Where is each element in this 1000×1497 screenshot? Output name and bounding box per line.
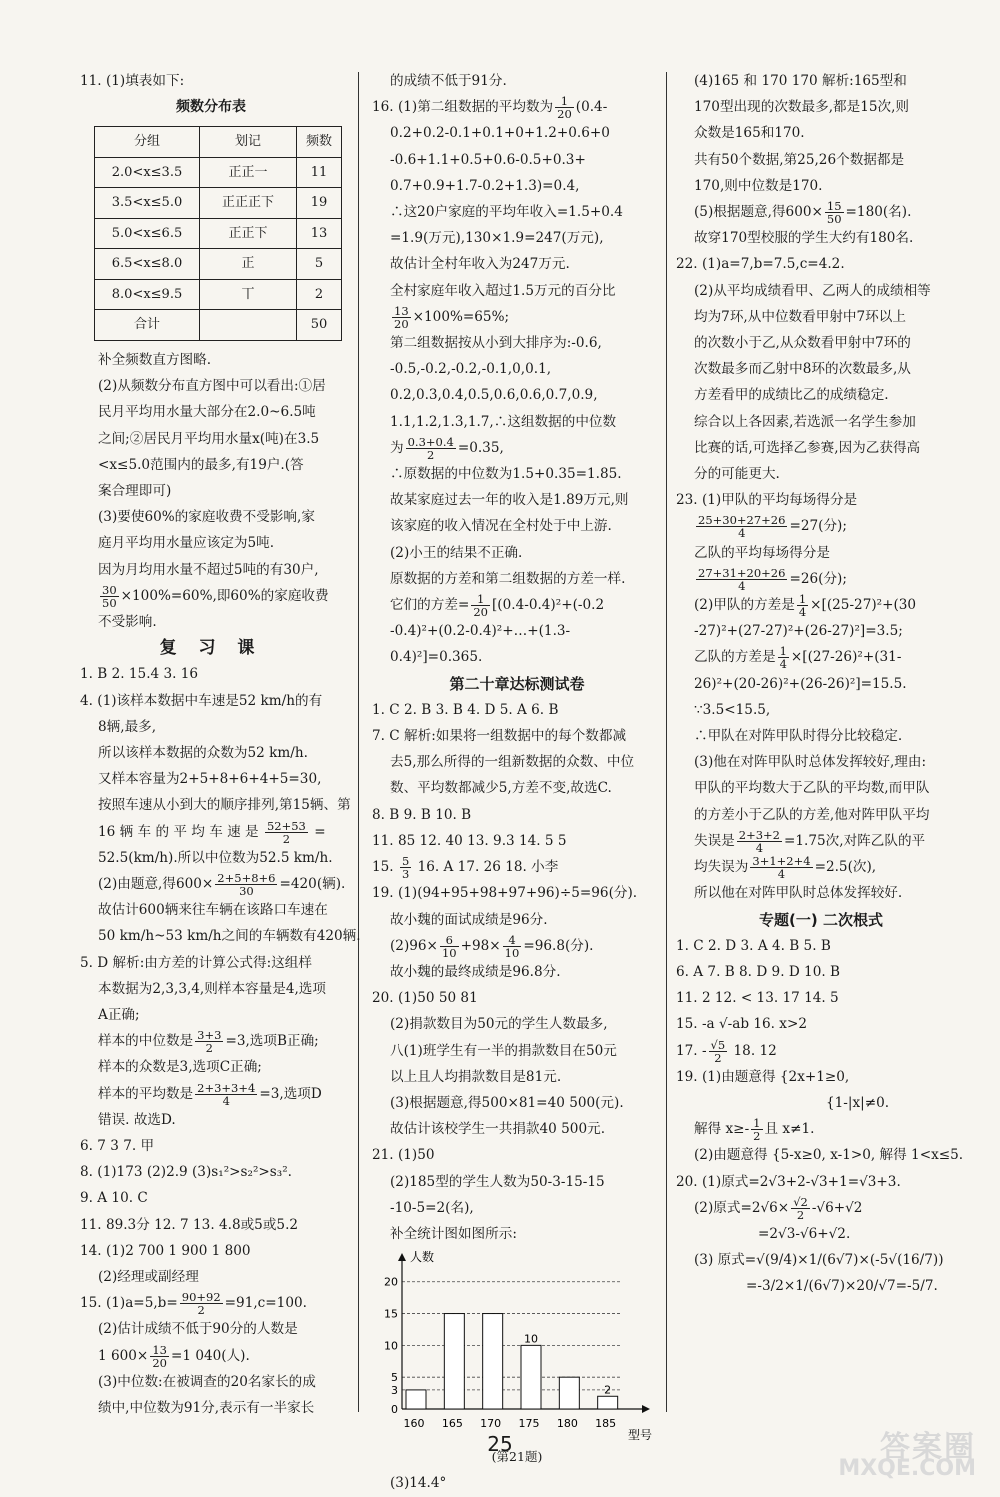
text-line: =27(分);	[789, 518, 847, 535]
table-row	[95, 218, 342, 249]
text-line: (2)由题意,得600×	[98, 875, 214, 892]
table-cell: 6.5<x≤8.0	[95, 249, 200, 280]
table-cell: 5	[297, 249, 342, 280]
text-line: ∵3.5<15.5,	[694, 701, 771, 718]
text-line: ∴原数据的中位数为1.5+0.35=1.85.	[390, 466, 622, 483]
text-line: 6. 7 3 7. 甲	[80, 1138, 155, 1154]
text-line: (2)原式=2√6×	[694, 1199, 790, 1216]
text-line: (4)165 和 170 170 解析:165型和	[694, 73, 907, 89]
text-line: 该家庭的收入情况在全村处于中上游.	[390, 518, 612, 535]
text-line: 失误是	[694, 832, 735, 849]
section-title-review: 复 习 课	[159, 638, 263, 659]
text-line: (3)中位数:在被调查的20名家长的成	[98, 1373, 316, 1390]
origin-label: 0	[391, 1403, 398, 1417]
text-line: 庭月平均用水量应该定为5吨.	[98, 535, 275, 552]
text-line: 17. -	[676, 1042, 707, 1059]
text-line: 20. (1)原式=2√3+2-√3+1=√3+3.	[676, 1173, 901, 1190]
text-line: A正确;	[98, 1006, 140, 1023]
table-cell: 频数	[297, 127, 342, 158]
x-tick-label: 180	[556, 1417, 578, 1431]
text-line: 23. (1)甲队的平均每场得分是	[676, 492, 858, 509]
text-line: (3)要使60%的家庭收费不受影响,家	[98, 509, 315, 526]
text-line: 22. (1)a=7,b=7.5,c=4.2.	[676, 256, 845, 273]
data-label: 10	[524, 1332, 538, 1346]
table-cell: 正正下	[200, 218, 297, 249]
table-row	[95, 157, 342, 188]
text-line: 乙队的方差是	[694, 649, 776, 666]
text-line: 15. -a √-ab 16. x>2	[676, 1016, 807, 1033]
text-line: 本数据为2,3,3,4,则样本容量是4,选项	[98, 980, 326, 997]
text-line: 5. D 解析:由方差的计算公式得:这组样	[80, 954, 312, 971]
watermark: 答案圈	[880, 1430, 976, 1465]
text-line: 1 600×	[98, 1347, 149, 1364]
watermark: MXQE.COM	[838, 1456, 976, 1481]
column-2: 的成绩不低于91分. 16. (1)第二组数据的平均数为 $\frac{1}{20}$ (0.4- 0.2+0.2-0.1+0.1+0+1.2+0.6+0 -0.6+1.1+0.5+0.6-0.5+0.3+ 0.7+0.9+1.7-0.2+1.3)=0.4, ∴这20户家庭的平均年收入=1.5+0.4 =1.9(万元),130×1.9=247(万元), 故估计全村年收入为247万元. 全村家庭年收入超过1.5万元的百分比 $\frac{13}{20}$ ×100%=65%; 第二组数据按从小到大排序为:-0.6, -0.5,-0.2,-0.2,-0.1,0,0.1, 0.2,0.3,0.4,0.5,0.6,0.6,0.7,0.9, 1.1,1.2,1.3,1.7,∴这组数据的中位数 为 $\frac{0.3+0.4}{2}$ =0.35, ∴原数据的中位数为1.5+0.35=1.85. 故某家庭过去一年的收入是1.89万元,则 该家庭的收入情况在全村处于中上游. (2)小王的结果不正确. 原数据的方差和第二组数据的方差一样. 它们的方差= $\frac{1}{20}$ [(0.4-0.4)²+(-0.2 -0.4)²+(0.2-0.4)²+…+(1.3- 0.4)²]=0.365. 第二十章达标测试卷 1. C 2. B 3. B 4. D 5. A 6. B 7. C 解析:如果将一组数据中的每个数都减 去5,那么所得的一组新数据的众数、中位 数、平均数都减少5,方差不变,故选C. 8. B 9. B 10. B 11. 85 12. 40 13. 9.3 14. 5 5 15. $\frac{5}{3}$ 16. A 17. 26 18. 小李 19. (1)(94+95+98+97+96)÷5=96(分). 故小魏的面试成绩是96分. (2)96× $\frac{6}{10}$ +98× $\frac{4}{10}$ =96.8(分). 故小魏的最终成绩是96.8分. 20. (1)50 50 81 (2)捐款数目为50元的学生人数最多, 八(1)班学生有一半的捐款数目在50元 以上且人均捐款数目是81元. (3)根据题意,得500×81=40 500(元). 故估计该校学生一共捐款40 500元. 21. (1)50 (2)185型的学生人数为50-3-15-15 -10-5=2(名), 补全统计图如图所示: 3 5 10 15 20 人数 型号 0 160 165 170 175 10 180 185 2 (第21题) (3)14.4°	[372, 68, 662, 1497]
text-line: -10-5=2(名),	[390, 1199, 474, 1216]
text-line: 19. (1)由题意得 {2x+1≥0,	[676, 1068, 850, 1085]
table-title: 频数分布表	[176, 99, 246, 116]
text-line: (2)从平均成绩看甲、乙两人的成绩相等	[694, 282, 931, 299]
table-row	[95, 127, 342, 158]
table-cell: 11	[297, 157, 342, 188]
text-line: 分的可能更大.	[694, 466, 780, 483]
text-line: (2)96×	[390, 937, 438, 954]
text-line: 故估计全村年收入为247万元.	[390, 256, 570, 273]
text-line: 1. B 2. 15.4 3. 16	[80, 666, 199, 683]
bar	[521, 1346, 541, 1410]
text-line: 故小魏的最终成绩是96.8分.	[390, 963, 561, 980]
text-line: 乙队的平均每场得分是	[694, 544, 830, 561]
table-cell: 合计	[95, 310, 200, 341]
table-cell: 50	[297, 310, 342, 341]
text-line: 的方差小于乙队的方差,他对阵甲队平均	[694, 806, 930, 823]
text-line: 11. 2 12. < 13. 17 14. 5	[676, 990, 839, 1007]
text-line: 均失误为	[694, 859, 749, 876]
text-line: 故小魏的面试成绩是96分.	[390, 911, 548, 928]
text-line: 的成绩不低于91分.	[390, 73, 507, 89]
text-line: 原数据的方差和第二组数据的方差一样.	[390, 570, 626, 587]
text-line: 0.7+0.9+1.7-0.2+1.3)=0.4,	[390, 177, 580, 194]
table-cell: 19	[297, 188, 342, 219]
bar	[598, 1396, 618, 1409]
text-line: 0.2,0.3,0.4,0.5,0.6,0.6,0.7,0.9,	[390, 387, 598, 404]
text-line: 16 辆 车 的 平 均 车 速 是	[98, 823, 259, 840]
text-line: =26(分);	[789, 570, 847, 587]
text-line: 绩中,中位数为91分,表示有一半家长	[98, 1400, 315, 1417]
column-3: (4)165 和 170 170 解析:165型和 170型出现的次数最多,都是15次,则 众数是165和170. 共有50个数据,第25,26个数据都是 170,则中位数是170. (5)根据题意,得600× $\frac{15}{50}$ =180(名). 故穿170型校服的学生大约有180名. 22. (1)a=7,b=7.5,c=4.2. (2)从平均成绩看甲、乙两人的成绩相等 均为7环,从中位数看甲射中7环以上 的次数小于乙,从众数看甲射中7环的 次数最多而乙射中8环的次数最多,从 方差看甲的成绩比乙的成绩稳定. 综合以上各因素,若选派一名学生参加 比赛的话,可选择乙参赛,因为乙获得高 分的可能更大. 23. (1)甲队的平均每场得分是 $\frac{25+30+27+26}{4}$ =27(分); 乙队的平均每场得分是 $\frac{27+31+20+26}{4}$ =26(分); (2)甲队的方差是 $\frac{1}{4}$ ×[(25-27)²+(30 -27)²+(27-27)²+(26-27)²]=3.5; 乙队的方差是 $\frac{1}{4}$ ×[(27-26)²+(31- 26)²+(20-26)²+(26-26)²]=15.5. ∵3.5<15.5, ∴甲队在对阵甲队时得分比较稳定. (3)他在对阵甲队时总体发挥较好,理由: 甲队的平均数大于乙队的平均数,而甲队 的方差小于乙队的方差,他对阵甲队平均 失误是 $\frac{2+3+2}{4}$ =1.75次,对阵乙队的平 均失误为 $\frac{3+1+2+4}{4}$ =2.5(次), 所以他在对阵甲队时总体发挥较好. 专题(一) 二次根式 1. C 2. D 3. A 4. B 5. B 6. A 7. B 8. D 9. D 10. B 11. 2 12. < 13. 17 14. 5 15. -a √-ab 16. x>2 17. - $\frac{√5}{2}$ 18. 12 19. (1)由题意得 {2x+1≥0, {1-|x|≠0. 解得 x≥- $\frac{1}{2}$ 且 x≠1. (2)由题意得 {5-x≥0, x-1>0, 解得 1<x≤5. 20. (1)原式=2√3+2-√3+1=√3+3. (2)原式=2√6× $\frac{√2}{2}$ -√6+√2 =2√3-√6+√2. (3) 原式=√(9/4)×1/(6√7)×(-5√(16/7)) =-3/2×1/(6√7)×20/√7=-5/7.	[676, 68, 966, 1300]
text-line: 补全统计图如图所示:	[390, 1225, 517, 1242]
table-cell: 5.0<x≤6.5	[95, 218, 200, 249]
column-1: 11. (1)填表如下: 频数分布表 分组 划记 频数 2.0<x≤3.5 正正一 11 3.5<x≤5.0 正正正下 19 5.0<x≤6.5 正正下 13 6.5<x≤8.0 正 5 8.0<x≤9.5 丅 2 合计 50 补全频数直方图略. (2)从频数分布直方图中可以看出:①居 民月平均用水量大部分在2.0~6.5吨 之间;②居民月平均用水量x(吨)在3.5 <x≤5.0范围内的最多,有19户.(答 案合理即可) (3)要使60%的家庭收费不受影响,家 庭月平均用水量应该定为5吨. 因为月均用水量不超过5吨的有30户, $\frac{30}{50}$ ×100%=60%,即60%的家庭收费 不受影响. 复 习 课 1. B 2. 15.4 3. 16 4. (1)该样本数据中车速是52 km/h的有 8辆,最多, 所以该样本数据的众数为52 km/h. 又样本容量为2+5+8+6+4+5=30, 按照车速从小到大的顺序排列,第15辆、第 16 辆 车 的 平 均 车 速 是 $\frac{52+53}{2}$ = 52.5(km/h).所以中位数为52.5 km/h. (2)由题意,得600× $\frac{2+5+8+6}{30}$ =420(辆). 故估计600辆来往车辆在该路口车速在 50 km/h~53 km/h之间的车辆数有420辆. 5. D 解析:由方差的计算公式得:这组样 本数据为2,3,3,4,则样本容量是4,选项 A正确; 样本的中位数是 $\frac{3+3}{2}$ =3,选项B正确; 样本的众数是3,选项C正确; 样本的平均数是 $\frac{2+3+3+4}{4}$ =3,选项D 错误. 故选D. 6. 7 3 7. 甲 8. (1)173 (2)2.9 (3)s₁²>s₂²>s₃². 9. A 10. C 11. 89.3分 12. 7 13. 4.8或5或5.2 14. (1)2 700 1 900 1 800 (2)经理或副经理 15. (1)a=5,b= $\frac{90+92}{2}$ =91,c=100. (2)估计成绩不低于90分的人数是 1 600× $\frac{13}{20}$ =1 040(人). (3)中位数:在被调查的20名家长的成 绩中,中位数为91分,表示有一半家长	[80, 68, 342, 1421]
x-axis-arrow	[642, 1405, 650, 1413]
table-cell: 正正一	[200, 157, 297, 188]
text-line: ×100%=65%;	[412, 308, 510, 325]
text-line: 样本的平均数是	[98, 1085, 194, 1102]
text-line: =2√3-√6+√2.	[758, 1225, 851, 1242]
table-cell: 分组	[95, 127, 200, 158]
page-number: 25	[487, 1432, 513, 1456]
text-line: 均为7环,从中位数看甲射中7环以上	[694, 308, 906, 325]
text-line: 综合以上各因素,若选派一名学生参加	[694, 413, 916, 430]
text-line: 0.4)²]=0.365.	[390, 649, 483, 666]
text-line: 8. B 9. B 10. B	[372, 806, 472, 823]
text-line: 它们的方差=	[390, 597, 470, 614]
text-line: (2)185型的学生人数为50-3-15-15	[390, 1173, 605, 1190]
text-line: 次数最多而乙射中8环的次数最多,从	[694, 361, 911, 378]
x-tick-label: 160	[403, 1417, 425, 1431]
text-line: 4. (1)该样本数据中车速是52 km/h的有	[80, 692, 323, 709]
table-row	[95, 249, 342, 280]
text-line: ∴甲队在对阵甲队时得分比较稳定.	[694, 728, 903, 745]
text-line: 错误. 故选D.	[98, 1111, 176, 1128]
text-line: <x≤5.0范围内的最多,有19户.(答	[98, 456, 304, 473]
y-axis-arrow	[398, 1253, 406, 1261]
text-line: 52.5(km/h).所以中位数为52.5 km/h.	[98, 849, 333, 866]
section-title-topic: 专题(一) 二次根式	[759, 910, 883, 929]
text-line: (3)根据题意,得500×81=40 500(元).	[390, 1094, 624, 1111]
column-divider	[666, 72, 667, 1412]
text-line: 去5,那么所得的一组新数据的众数、中位	[390, 754, 635, 771]
chart-caption: (第21题)	[491, 1449, 543, 1465]
text-line: 八(1)班学生有一半的捐款数目在50元	[390, 1042, 617, 1059]
text-line: (5)根据题意,得600×	[694, 204, 823, 221]
text-line: 故穿170型校服的学生大约有180名.	[694, 230, 914, 247]
text-line: (2)由题意得 {5-x≥0, x-1>0, 解得 1<x≤5.	[694, 1147, 964, 1164]
table-cell: 3.5<x≤5.0	[95, 188, 200, 219]
table-cell: 正	[200, 249, 297, 280]
text-line: 7. C 解析:如果将一组数据中的每个数都减	[372, 728, 627, 745]
text-line: 按照车速从小到大的顺序排列,第15辆、第	[98, 797, 351, 814]
text-line: -0.5,-0.2,-0.2,-0.1,0,0.1,	[390, 361, 552, 378]
text-line: 所以该样本数据的众数为52 km/h.	[98, 744, 308, 761]
x-tick-label: 170	[480, 1417, 502, 1431]
text-line: 数、平均数都减少5,方差不变,故选C.	[390, 780, 612, 797]
text-line: 0.2+0.2-0.1+0.1+0+1.2+0.6+0	[390, 125, 610, 142]
text-line: 解得 x≥-	[694, 1121, 750, 1138]
text-line: (2)从频数分布直方图中可以看出:①居	[98, 378, 326, 395]
bar-chart	[372, 1249, 652, 1444]
text-line: =1.9(万元),130×1.9=247(万元),	[390, 230, 604, 247]
text-line: 补全频数直方图略.	[98, 351, 212, 368]
text-line: 比赛的话,可选择乙参赛,因为乙获得高	[694, 439, 921, 456]
bar	[559, 1377, 579, 1409]
text-line: 19. (1)(94+95+98+97+96)÷5=96(分).	[372, 885, 638, 902]
text-line: 为	[390, 439, 404, 456]
x-tick-label: 185	[595, 1417, 617, 1431]
y-tick-label: 20	[384, 1275, 398, 1289]
text-line: 第二组数据按从小到大排序为:-0.6,	[390, 335, 602, 352]
text-line: 26)²+(20-26)²+(26-26)²]=15.5.	[694, 675, 907, 692]
text-line: 11. 85 12. 40 13. 9.3 14. 5 5	[372, 832, 567, 849]
text-line: 方差看甲的成绩比乙的成绩稳定.	[694, 387, 889, 404]
text-line: 50 km/h~53 km/h之间的车辆数有420辆.	[98, 928, 361, 945]
text-line: =-3/2×1/(6√7)×20/√7=-5/7.	[746, 1278, 938, 1295]
text-line: 170,则中位数是170.	[694, 177, 823, 194]
text-line: 样本的众数是3,选项C正确;	[98, 1059, 262, 1076]
text-line: 共有50个数据,第25,26个数据都是	[694, 151, 905, 168]
text-line: 8. (1)173 (2)2.9 (3)s₁²>s₂²>s₃².	[80, 1164, 292, 1181]
text-line: 1. C 2. B 3. B 4. D 5. A 6. B	[372, 701, 559, 718]
text-line: 15. (1)a=5,b=	[80, 1295, 178, 1312]
text-line: (2)甲队的方差是	[694, 597, 795, 614]
text-line: 16. (1)第二组数据的平均数为	[372, 99, 554, 116]
table-cell	[200, 310, 297, 341]
y-tick-label: 3	[391, 1384, 398, 1398]
text-line: ∴这20户家庭的平均年收入=1.5+0.4	[390, 204, 623, 221]
table-row	[95, 310, 342, 341]
text-line: (2)估计成绩不低于90分的人数是	[98, 1321, 298, 1338]
text-line: 14. (1)2 700 1 900 1 800	[80, 1242, 251, 1259]
text-line: -0.6+1.1+0.5+0.6-0.5+0.3+	[390, 151, 586, 168]
table-row	[95, 279, 342, 310]
table-cell: 2.0<x≤3.5	[95, 157, 200, 188]
text-line: 170型出现的次数最多,都是15次,则	[694, 99, 910, 116]
text-line: (3)他在对阵甲队时总体发挥较好,理由:	[694, 754, 927, 771]
text-line: 故某家庭过去一年的收入是1.89万元,则	[390, 492, 629, 509]
text-line: 不受影响.	[98, 613, 157, 630]
text-line: 甲队的平均数大于乙队的平均数,而甲队	[694, 780, 930, 797]
y-tick-label: 10	[384, 1339, 398, 1353]
fraction: $\frac{30}{50}$	[102, 582, 117, 610]
text-line: 15.	[372, 859, 394, 876]
y-axis-label: 人数	[410, 1250, 435, 1265]
text-line: (3) 原式=√(9/4)×1/(6√7)×(-5√(16/7))	[694, 1252, 944, 1269]
table-cell: 8.0<x≤9.5	[95, 279, 200, 310]
text-line: 案合理即可)	[98, 482, 172, 499]
y-tick-label: 15	[384, 1307, 398, 1321]
table-cell: 2	[297, 279, 342, 310]
frequency-table	[94, 126, 342, 341]
text-line: 6. A 7. B 8. D 9. D 10. B	[676, 963, 840, 980]
table-cell: 划记	[200, 127, 297, 158]
text-line: (2)经理或副经理	[98, 1269, 199, 1286]
text-line: -0.4)²+(0.2-0.4)²+…+(1.3-	[390, 623, 571, 640]
text-line: 故估计600辆来往车辆在该路口车速在	[98, 902, 328, 919]
bar-chart-svg	[372, 1249, 652, 1444]
text-line: 之间;②居民月平均用水量x(吨)在3.5	[98, 430, 320, 447]
text-line: 又样本容量为2+5+8+6+4+5=30,	[98, 771, 322, 788]
bar	[406, 1390, 426, 1409]
x-tick-label: 175	[518, 1417, 540, 1431]
text-line: 9. A 10. C	[80, 1190, 148, 1207]
text-line: ×100%=60%,即60%的家庭收费	[120, 587, 329, 604]
text-line: 8辆,最多,	[98, 718, 157, 735]
q11-intro: 11. (1)填表如下:	[80, 73, 185, 89]
text-line: 全村家庭年收入超过1.5万元的百分比	[390, 282, 616, 299]
x-tick-label: 165	[441, 1417, 463, 1431]
text-line: 因为月均用水量不超过5吨的有30户,	[98, 561, 319, 578]
table-cell: 正正正下	[200, 188, 297, 219]
text-line: 的次数小于乙,从众数看甲射中7环的	[694, 335, 911, 352]
text-line: -27)²+(27-27)²+(26-27)²]=3.5;	[694, 623, 903, 640]
text-line: 1. C 2. D 3. A 4. B 5. B	[676, 937, 831, 954]
text-line: 样本的中位数是	[98, 1033, 194, 1050]
text-line: (2)捐款数目为50元的学生人数最多,	[390, 1016, 608, 1033]
text-line: 所以他在对阵甲队时总体发挥较好.	[694, 885, 903, 902]
column-divider	[358, 72, 359, 1412]
text-line: 民月平均用水量大部分在2.0~6.5吨	[98, 404, 316, 421]
text-line: (2)小王的结果不正确.	[390, 544, 523, 561]
text-line: 1.1,1.2,1.3,1.7,∴这组数据的中位数	[390, 413, 617, 430]
text-line: 众数是165和170.	[694, 125, 805, 142]
section-title-test: 第二十章达标测试卷	[449, 674, 585, 693]
text-line: 故估计该校学生一共捐款40 500元.	[390, 1121, 606, 1138]
y-tick-label: 5	[391, 1371, 398, 1385]
text-line: 11. 89.3分 12. 7 13. 4.8或5或5.2	[80, 1216, 299, 1233]
bar	[444, 1314, 464, 1409]
data-label: 2	[604, 1383, 612, 1397]
text-line: (3)14.4°	[390, 1475, 447, 1492]
text-line: 21. (1)50	[372, 1147, 435, 1164]
text-line: {1-|x|≠0.	[826, 1094, 890, 1111]
table-row	[95, 188, 342, 219]
text-line: 20. (1)50 50 81	[372, 990, 478, 1007]
text-line: 以上且人均捐款数目是81元.	[390, 1068, 562, 1085]
x-axis-label: 型号	[628, 1428, 652, 1443]
bar	[483, 1314, 503, 1409]
table-cell: 丅	[200, 279, 297, 310]
table-cell: 13	[297, 218, 342, 249]
